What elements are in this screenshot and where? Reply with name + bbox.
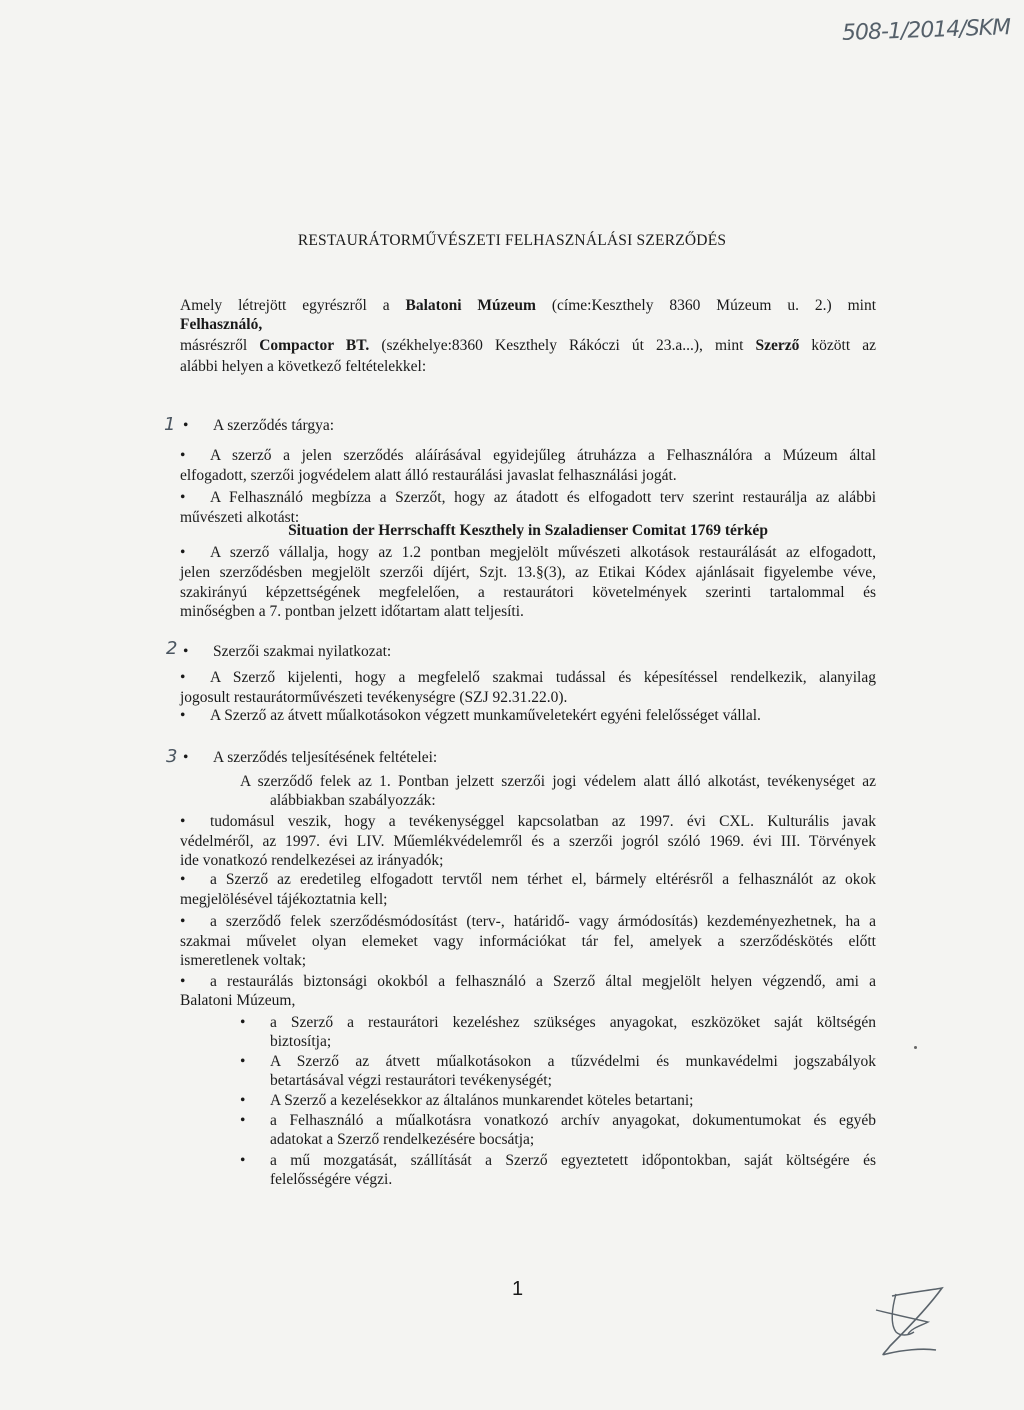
intro-line-1: Amely létrejött egyrészről a Balatoni Múzeum (címe:Keszthely 8360 Múzeum u. 2.) mint [180,297,876,314]
handwritten-initials-signature [862,1284,952,1364]
section-2-paragraph-1-line-1: • A Szerző kijelenti, hogy a megfelelő szakmai tudással és képesítéssel rendelkezik, alanyilag [180,669,876,686]
intro-line-4: alábbi helyen a következő feltételekkel: [180,358,427,375]
section-3-bullet-3-line-3: ismeretlenek voltak; [180,952,307,969]
section-1-paragraph-1-line-1: • A szerző a jelen szerződés aláírásával egyidejűleg átruházza a Felhasználóra a Múzeum által [180,447,876,464]
section-3-sub-bullet-3: • A Szerző a kezelésekkor az általános munkarendet köteles betartani; [240,1092,694,1109]
intro-line-2: Felhasználó, [180,316,263,333]
section-3-bullet-4-line-1: • a restaurálás biztonsági okokból a felhasználó a Szerző által megjelölt helyen végzendő, ami a [180,973,876,990]
section-1-paragraph-3-line-2: jelen szerződésben megjelölt szerzői díjért, Szjt. 13.§(3), az Etikai Kódex ajánlásait figyelembe véve, [180,564,876,581]
handwritten-reference-number: 508-1/2014/SKM [841,15,1011,46]
section-1-paragraph-3-line-4: minőségben a 7. pontban jelzett időtartam alatt teljesíti. [180,603,524,620]
document-title: RESTAURÁTORMŰVÉSZETI FELHASZNÁLÁSI SZERZŐDÉS [297,232,727,249]
section-3-bullet-2-line-1: • a Szerző az eredetileg elfogadott tervtől nem térhet el, bármely eltérésről a felhasználót az okok [180,871,876,888]
section-3-bullet-3-line-2: szakmai művelet olyan elemeket vagy információkat tár fel, amelyek a szerződéskötés előtt [180,933,876,950]
section-3-sub-bullet-5-line-1: • a mű mozgatását, szállítását a Szerző egyeztetett időpontokban, saját költségére és [240,1152,876,1169]
section-3-sub-bullet-1-line-2: biztosítja; [270,1033,332,1050]
section-3-bullet-3-line-1: • a szerződő felek szerződésmódosítást (terv-, határidő- vagy ármódosítás) kezdeményezhetnek, ha a [180,913,876,930]
intro-line-3: másrészről Compactor BT. (székhelye:8360 Keszthely Rákóczi út 23.a...), mint Szerző között az [180,337,876,354]
section-1-paragraph-3-line-3: szakirányú képzettségének megfelelően, a restaurátori követelmények szerinti tartalommal és [180,584,876,601]
section-3-sub-bullet-1-line-1: • a Szerző a restaurátori kezeléshez szükséges anyagokat, eszközöket saját költségén [240,1014,876,1031]
margin-mark-3: 3 [166,746,178,767]
section-2-paragraph-2: • A Szerző az átvett műalkotásokon végzett munkaműveletekért egyéni felelősséget vállal. [180,707,761,724]
section-3-bullet-1-line-3: ide vonatkozó rendelkezései az irányadók; [180,852,444,869]
section-3-intro-line-1: A szerződő felek az 1. Pontban jelzett szerzői jogi védelem alatt álló alkotást, tevékenységet az [240,773,876,790]
section-1-paragraph-2-line-1: • A Felhasználó megbízza a Szerzőt, hogy az átadott és elfogadott terv szerint restaurálja az alábbi [180,489,876,506]
section-3-bullet-2-line-2: megjelölésével tájékoztatnia kell; [180,891,388,908]
section-3-sub-bullet-2-line-1: • A Szerző az átvett műalkotásokon a tűzvédelmi és munkavédelmi jogszabályok [240,1053,876,1070]
page-number: 1 [512,1278,524,1300]
stray-mark [914,1046,917,1049]
section-2-paragraph-1-line-2: jogosult restaurátorművészeti tevékenységre (SZJ 92.31.22.0). [180,689,568,706]
margin-mark-2: 2 [166,638,178,659]
section-3-sub-bullet-4-line-2: adatokat a Szerző rendelkezésére bocsátja; [270,1131,535,1148]
margin-mark-1: 1 [164,414,176,435]
section-2-heading: • Szerzői szakmai nyilatkozat: [183,643,392,660]
section-3-heading: • A szerződés teljesítésének feltételei: [183,749,438,766]
section-3-bullet-1-line-1: • tudomásul veszik, hogy a tevékenységgel kapcsolatban az 1997. évi CXL. Kulturális javak [180,813,876,830]
section-1-paragraph-1-line-2: elfogadott, szerzői jogvédelem alatt álló restaurálási javaslat felhasználási jogát. [180,467,677,484]
section-1-paragraph-3-line-1: • A szerző vállalja, hogy az 1.2 pontban megjelölt művészeti alkotások restaurálását az elfogadott, [180,544,876,561]
section-1-paragraph-2-line-2: művészeti alkotást: [180,509,300,526]
section-3-bullet-1-line-2: védelméről, az 1997. évi LIV. Műemlékvédelemről és a szerzői jogról szóló 1969. évi III. Törvények [180,833,876,850]
artwork-title: Situation der Herrschafft Keszthely in Szaladienser Comitat 1769 térkép [288,522,768,539]
section-3-sub-bullet-5-line-2: felelősségére végzi. [270,1171,393,1188]
section-3-intro-line-2: alábbiakban szabályozzák: [270,792,436,809]
section-3-sub-bullet-4-line-1: • a Felhasználó a műalkotásra vonatkozó archív anyagokat, dokumentumokat és egyéb [240,1112,876,1129]
section-3-sub-bullet-2-line-2: betartásával végzi restaurátori tevékenységét; [270,1072,552,1089]
section-3-bullet-4-line-2: Balatoni Múzeum, [180,992,296,1009]
section-1-heading: • A szerződés tárgya: [183,417,335,434]
